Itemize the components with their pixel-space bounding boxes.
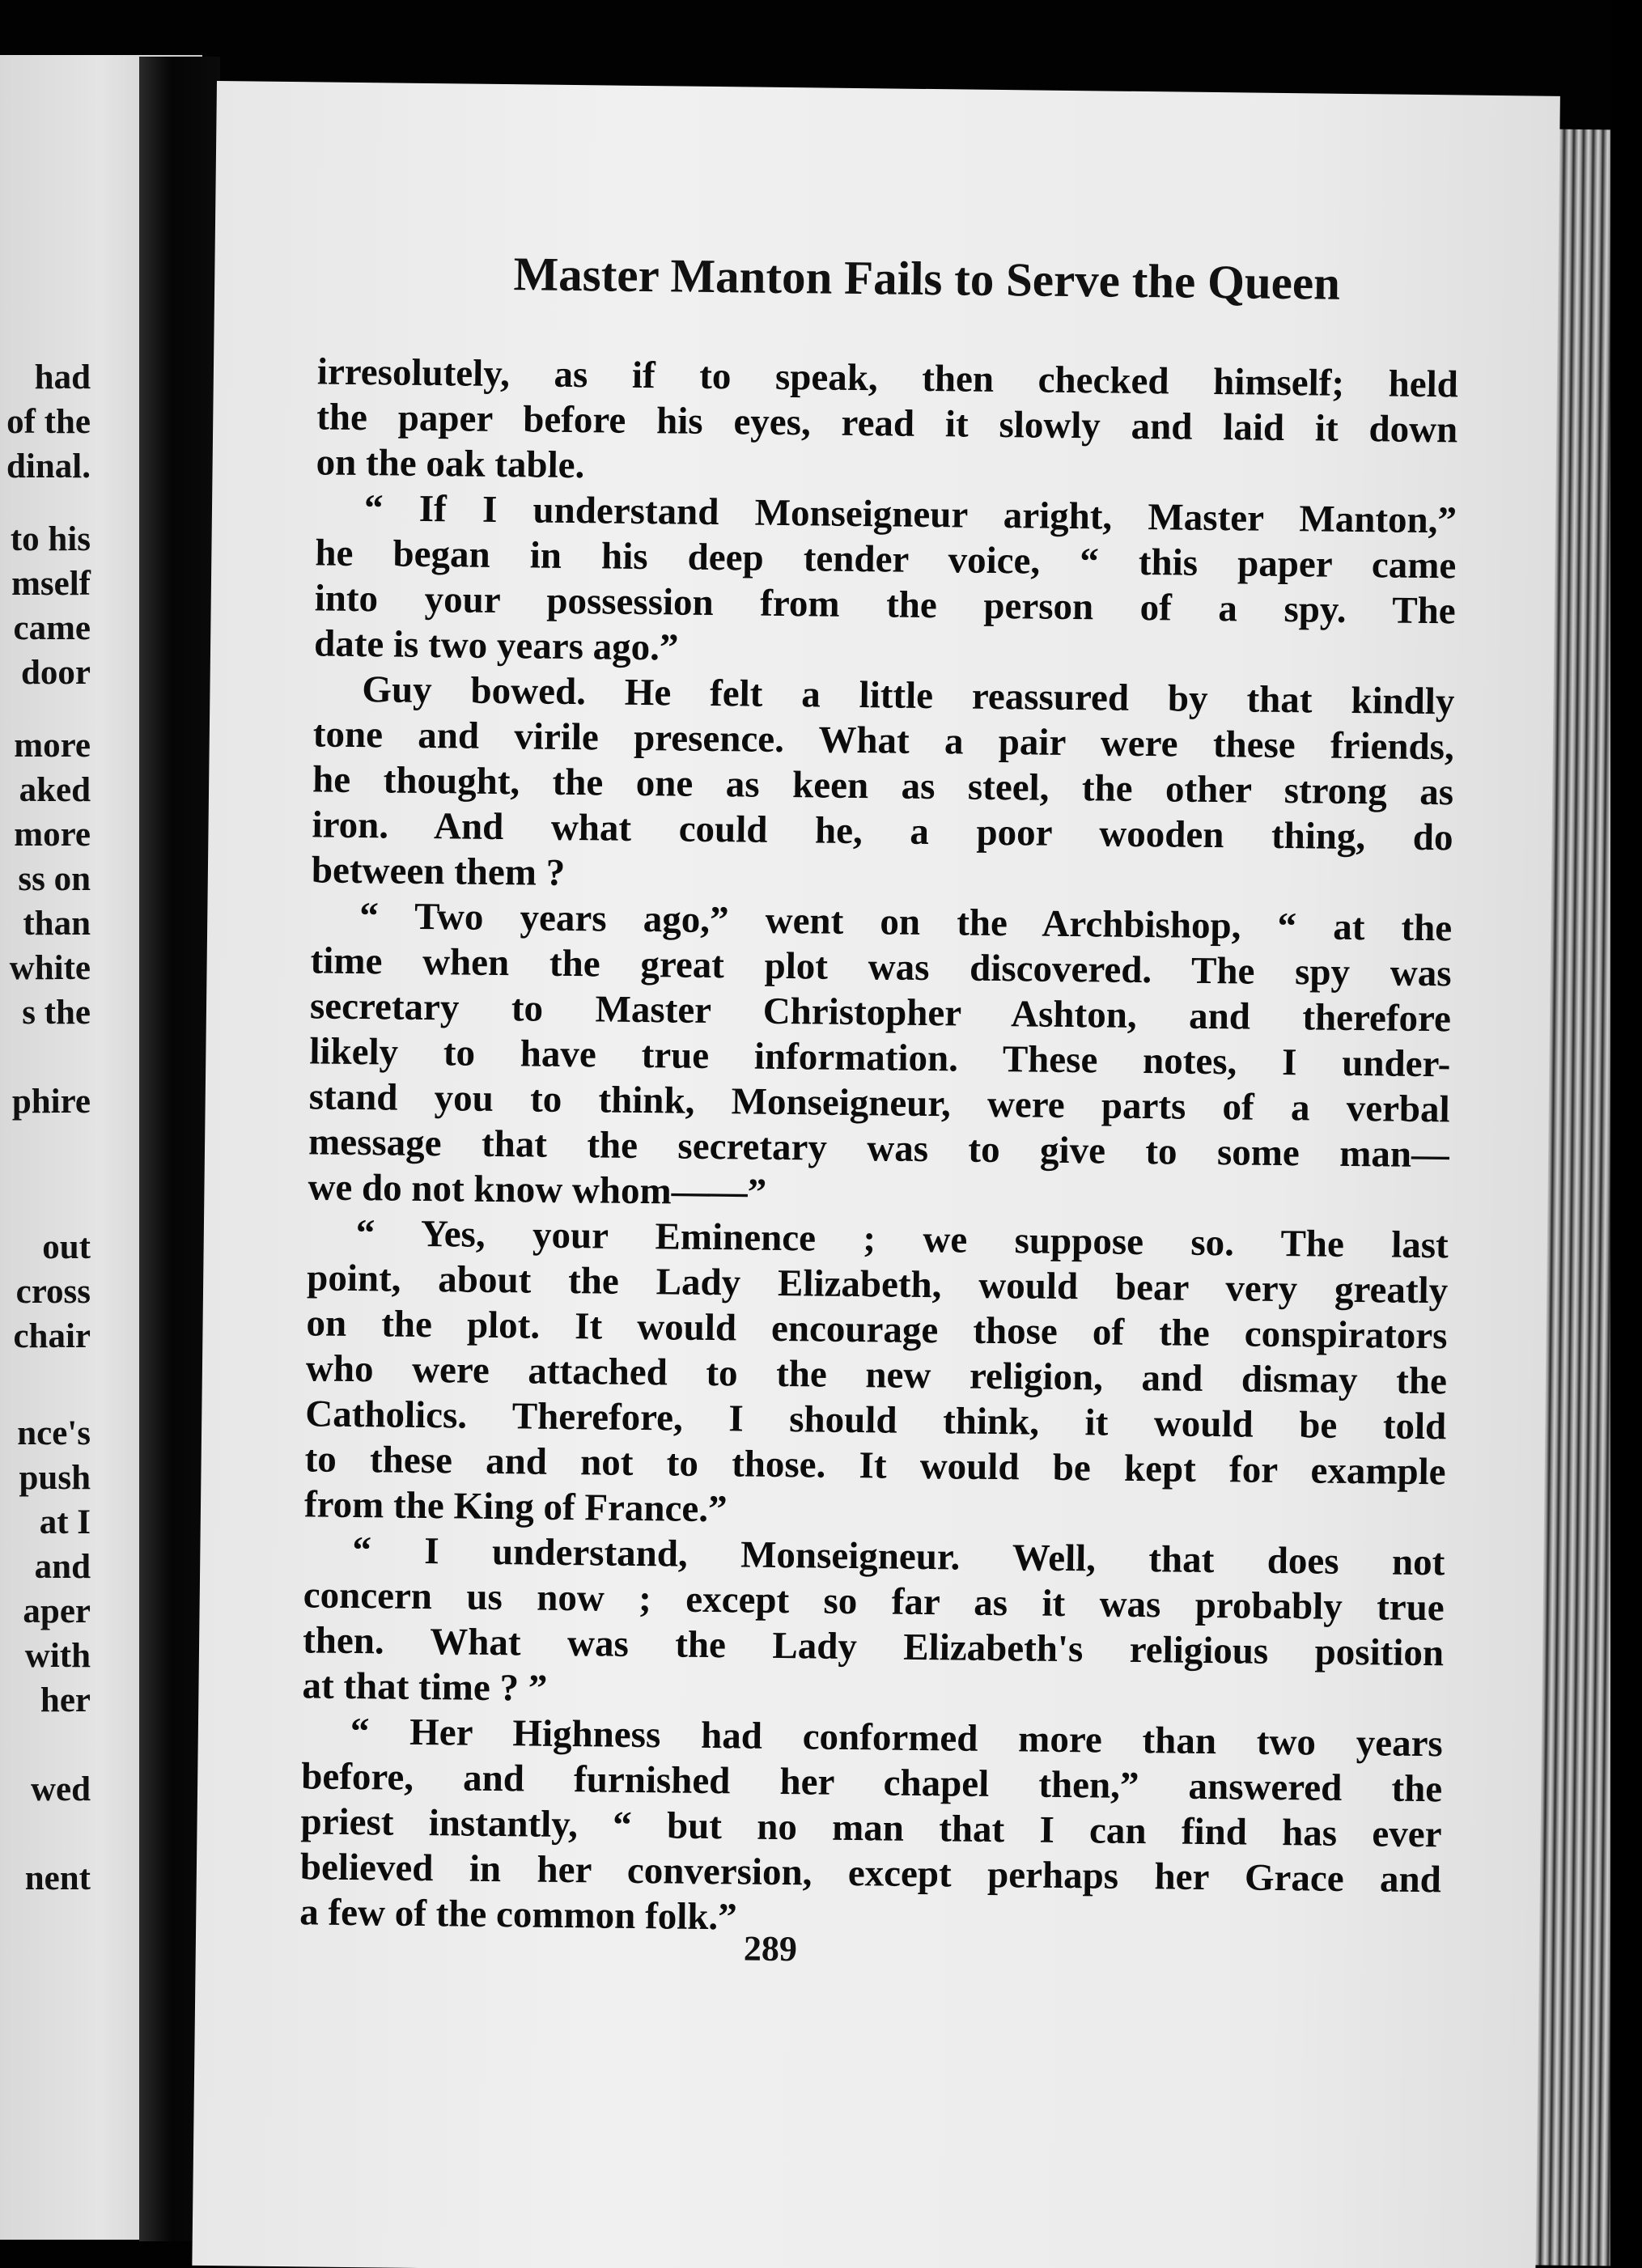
text-line: we do not know whom——” — [308, 1166, 767, 1214]
text-line: message that the secretary was to give to some man— — [308, 1121, 1450, 1176]
left-line-fragment: to his — [10, 520, 91, 558]
scan-border — [1610, 0, 1642, 2268]
text-line: “ Two years ago,” went on the Archbishop, “ at the — [359, 895, 1453, 950]
text-line: from the King of France.” — [303, 1483, 728, 1531]
running-head: Master Manton Fails to Serve the Queen — [513, 247, 1341, 310]
text-line: concern us now ; except so far as it was probably true — [303, 1574, 1445, 1630]
text-line: Guy bowed. He felt a little reassured by that kindly — [362, 668, 1455, 723]
text-line: believed in her conversion, except perhaps her Grace and — [299, 1846, 1442, 1901]
text-line: between them ? — [311, 849, 566, 894]
text-line: on the plot. It would encourage those of the conspirators — [306, 1302, 1448, 1358]
text-line: “ Yes, your Eminence ; we suppose so. The last — [355, 1212, 1449, 1267]
left-line-fragment: chair — [13, 1317, 91, 1355]
left-line-fragment: white — [9, 949, 91, 987]
text-line: he thought, the one as keen as steel, the other strong as — [312, 758, 1454, 814]
left-line-fragment: ss on — [18, 860, 91, 898]
left-line-fragment: out — [42, 1228, 91, 1266]
left-line-fragment: dinal. — [6, 447, 91, 485]
text-line: date is two years ago.” — [313, 622, 679, 669]
left-line-fragment: nent — [24, 1859, 91, 1897]
left-line-fragment: push — [19, 1459, 91, 1497]
left-line-fragment: cross — [15, 1273, 91, 1311]
left-line-fragment: her — [40, 1681, 91, 1719]
left-line-fragment: mself — [11, 565, 91, 603]
left-line-fragment: aked — [19, 771, 91, 809]
text-line: tone and virile presence. What a pair were these friends, — [312, 713, 1455, 769]
text-line: “ I understand, Monseigneur. Well, that does not — [352, 1529, 1445, 1584]
left-line-fragment: s the — [22, 994, 91, 1032]
text-line: likely to have true information. These notes, I under- — [309, 1030, 1451, 1086]
left-line-fragment: more — [14, 727, 91, 765]
text-line: “ If I understand Monseigneur aright, Master Manton,” — [363, 487, 1457, 542]
text-line: to these and not to those. It would be kept for example — [304, 1438, 1446, 1494]
text-line: secretary to Master Christopher Ashton, and therefore — [309, 985, 1452, 1041]
left-line-fragment: came — [13, 609, 91, 647]
text-line: then. What was the Lady Elizabeth's religious position — [302, 1619, 1445, 1675]
left-line-fragment: aper — [23, 1592, 91, 1630]
left-line-fragment: than — [23, 905, 91, 943]
text-line: irresolutely, as if to speak, then checked himself; held — [316, 350, 1459, 406]
text-line: before, and furnished her chapel then,” answered the — [300, 1755, 1443, 1811]
left-line-fragment: phire — [11, 1083, 91, 1121]
text-line: Catholics. Therefore, I should think, it would be told — [305, 1393, 1447, 1448]
left-line-fragment: door — [21, 654, 91, 692]
left-line-fragment: with — [24, 1637, 91, 1675]
text-line: into your possession from the person of a spy. The — [314, 577, 1456, 633]
left-line-fragment: of the — [6, 403, 91, 441]
left-line-fragment: more — [14, 816, 91, 854]
text-line: the paper before his eyes, read it slowly and laid it down — [316, 396, 1458, 451]
left-line-fragment: at I — [39, 1503, 91, 1541]
text-line: at that time ? ” — [302, 1664, 548, 1710]
text-line: point, about the Lady Elizabeth, would bear very greatly — [306, 1257, 1449, 1312]
text-line: priest instantly, “ but no man that I can find has ever — [300, 1800, 1442, 1856]
text-line: who were attached to the new religion, and dismay the — [305, 1347, 1448, 1403]
page-number: 289 — [743, 1928, 798, 1969]
left-line-fragment: and — [34, 1548, 91, 1586]
left-line-fragment: had — [34, 358, 91, 396]
text-line: iron. And what could he, a poor wooden thing, do — [312, 803, 1453, 859]
text-line: a few of the common folk.” — [299, 1891, 738, 1939]
text-line: stand you to think, Monseigneur, were parts of a verbal — [308, 1075, 1450, 1131]
page-body-text — [299, 349, 1458, 1948]
left-line-fragment: nce's — [17, 1414, 91, 1452]
text-line: “ Her Highness had conformed more than two years — [350, 1711, 1444, 1766]
book-page — [192, 81, 1560, 2268]
text-line: he began in his deep tender voice, “ this paper came — [315, 532, 1457, 587]
left-line-fragment: wed — [30, 1770, 91, 1808]
text-line: time when the great plot was discovered. The spy was — [310, 939, 1452, 995]
text-line: on the oak table. — [316, 441, 585, 487]
